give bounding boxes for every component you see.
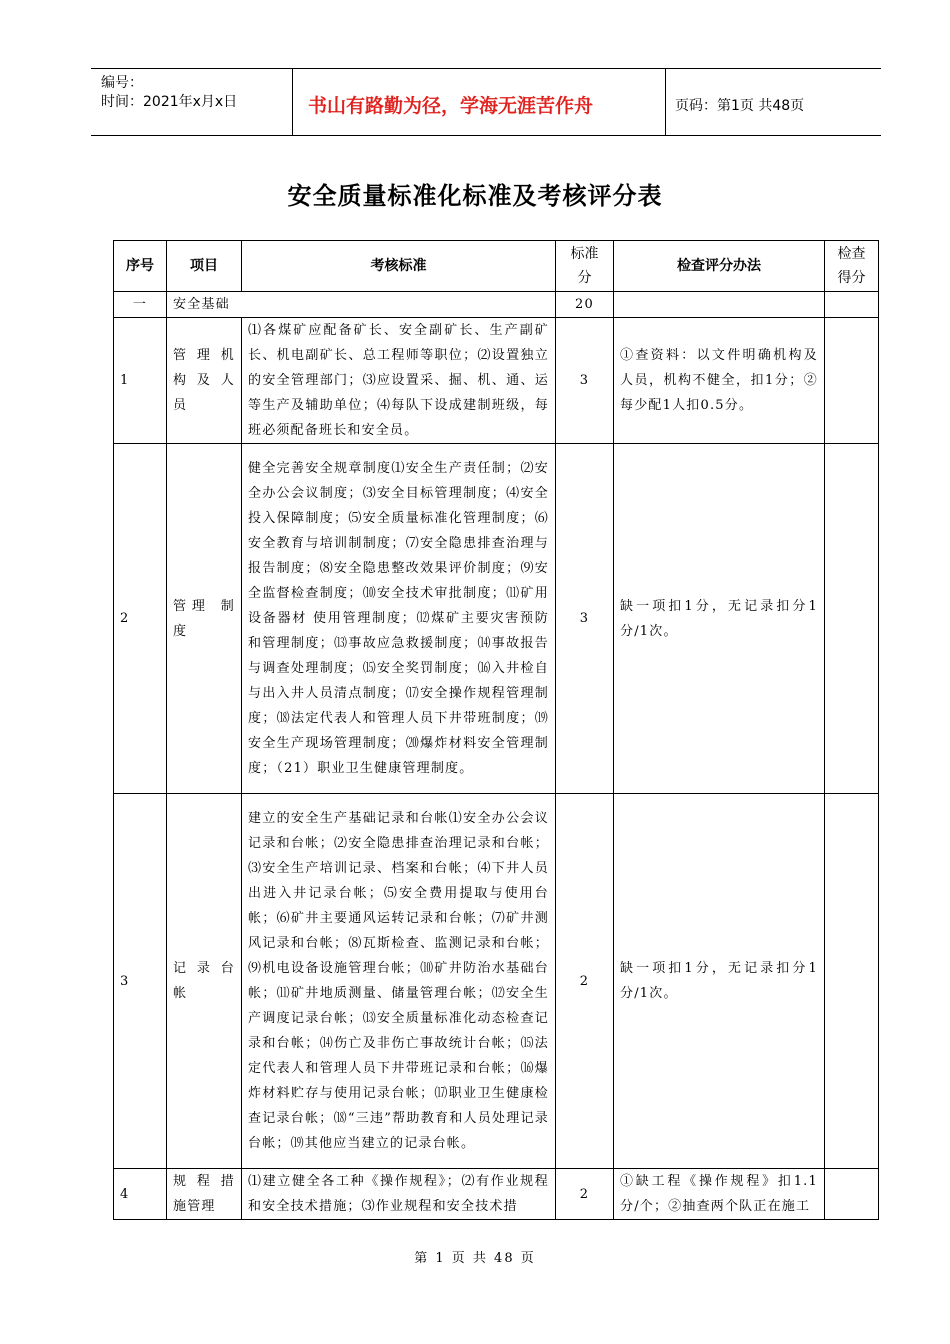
section-no: 一 — [114, 292, 167, 318]
row-criteria: 健全完善安全规章制度⑴安全生产责任制；⑵安全办公会议制度；⑶安全目标管理制度；⑷安全投入保障制度；⑸安全质量标准化管理制度；⑹安全教育与培训制制度；⑺安全隐患排查治理与报告制度；⑻安全隐患整改效果评价制度；⑼安全监督检查制度；⑽安全技术审批制度；⑾矿用设备器材 使用管理制度；⑿煤矿主要灾害预防和管理制度；⒀事故应急救援制度；⒁事故报告与调查处理制度；⒂安全奖罚制度；⒃入井检自与出入井人员清点制度；⒄安全操作规程管理制度；⒅法定代表人和管理人员下井带班制度；⒆安全生产现场管理制度；⒇爆炸材料安全管理制度；（21）职业卫生健康管理制度。 — [242, 444, 556, 794]
row-no: 4 — [114, 1169, 167, 1220]
header-number-label: 编号： — [101, 75, 143, 91]
row-no: 3 — [114, 794, 167, 1169]
header-score-top: 标准 — [570, 246, 599, 262]
row-score: 3 — [556, 318, 614, 444]
row-method: ①缺工程《操作规程》扣1.1分/个；②抽查两个队正在施工 — [614, 1169, 825, 1220]
header-page-label: 页码：第1页 共48页 — [675, 98, 805, 114]
row-method: 缺一项扣1分，无记录扣分1分/1次。 — [614, 794, 825, 1169]
table-row — [114, 794, 879, 1169]
header-top-rule — [91, 68, 881, 69]
header-time-label: 时间：2021年x月x日 — [101, 94, 238, 110]
row-criteria: ⑴建立健全各工种《操作规程》；⑵有作业规程和安全技术措施；⑶作业规程和安全技术措 — [242, 1169, 556, 1220]
section-score: 20 — [556, 292, 614, 318]
row-no: 1 — [114, 318, 167, 444]
row-method: ①查资料：以文件明确机构及人员，机构不健全，扣1分；②每少配1人扣0.5分。 — [614, 318, 825, 444]
header-score — [556, 241, 614, 292]
table-row — [114, 444, 879, 794]
row-criteria: 建立的安全生产基础记录和台帐⑴安全办公会议记录和台帐；⑵安全隐患排查治理记录和台帐；⑶安全生产培训记录、档案和台帐；⑷下井人员出进入井记录台帐；⑸安全费用提取与使用台帐；⑹矿井主要通风运转记录和台帐；⑺矿井测风记录和台帐；⑻瓦斯检查、监测记录和台帐；⑼机电设备设施管理台帐；⑽矿井防治水基础台帐；⑾矿井地质测量、储量管理台帐；⑿安全生产调度记录台帐；⒀安全质量标准化动态检查记录和台帐；⒁伤亡及非伤亡事故统计台帐；⒂法定代表人和管理人员下井带班记录和台帐；⒃爆炸材料贮存与使用记录台帐；⒄职业卫生健康检查记录台帐；⒅“三违”帮助教育和人员处理记录台帐；⒆其他应当建立的记录台帐。 — [242, 794, 556, 1169]
header-criteria: 考核标准 — [242, 241, 556, 292]
section-row — [114, 292, 879, 318]
header-score-bottom: 分 — [577, 270, 592, 286]
section-name: 安全基础 — [167, 292, 556, 318]
row-no: 2 — [114, 444, 167, 794]
table-header-row — [114, 241, 879, 292]
header-divider-left — [292, 68, 293, 136]
table-row — [114, 318, 879, 444]
section-got — [825, 292, 879, 318]
header-item: 项目 — [167, 241, 242, 292]
row-criteria: ⑴各煤矿应配备矿长、安全副矿长、生产副矿长、机电副矿长、总工程师等职位；⑵设置独立的安全管理部门；⑶应设置采、掘、机、通、运等生产及辅助单位；⑷每队下设成建制班级，每班必须配备班长和安全员。 — [242, 318, 556, 444]
header-motto: 书山有路勤为径，学海无涯苦作舟 — [308, 95, 594, 117]
row-method: 缺一项扣1分，无记录扣分1分/1次。 — [614, 444, 825, 794]
row-got — [825, 794, 879, 1169]
row-got — [825, 318, 879, 444]
header-no: 序号 — [114, 241, 167, 292]
header-divider-right — [665, 68, 666, 136]
header-got — [825, 241, 879, 292]
row-score: 2 — [556, 794, 614, 1169]
assessment-table — [113, 240, 879, 1220]
document-title: 安全质量标准化标准及考核评分表 — [287, 182, 663, 210]
row-score: 2 — [556, 1169, 614, 1220]
row-item: 记 录 台 帐 — [167, 794, 242, 1169]
row-got — [825, 444, 879, 794]
section-method — [614, 292, 825, 318]
row-item: 规 程 措 施管理 — [167, 1169, 242, 1220]
header-method: 检查评分办法 — [614, 241, 825, 292]
row-score: 3 — [556, 444, 614, 794]
page-footer: 第 1 页 共 48 页 — [414, 1251, 536, 1266]
row-got — [825, 1169, 879, 1220]
header-got-bottom: 得分 — [837, 270, 866, 286]
row-item: 管 理 机 构 及 人 员 — [167, 318, 242, 444]
header-got-top: 检查 — [837, 246, 866, 262]
table-row — [114, 1169, 879, 1220]
header-bottom-rule — [91, 135, 881, 136]
row-item: 管理 制度 — [167, 444, 242, 794]
